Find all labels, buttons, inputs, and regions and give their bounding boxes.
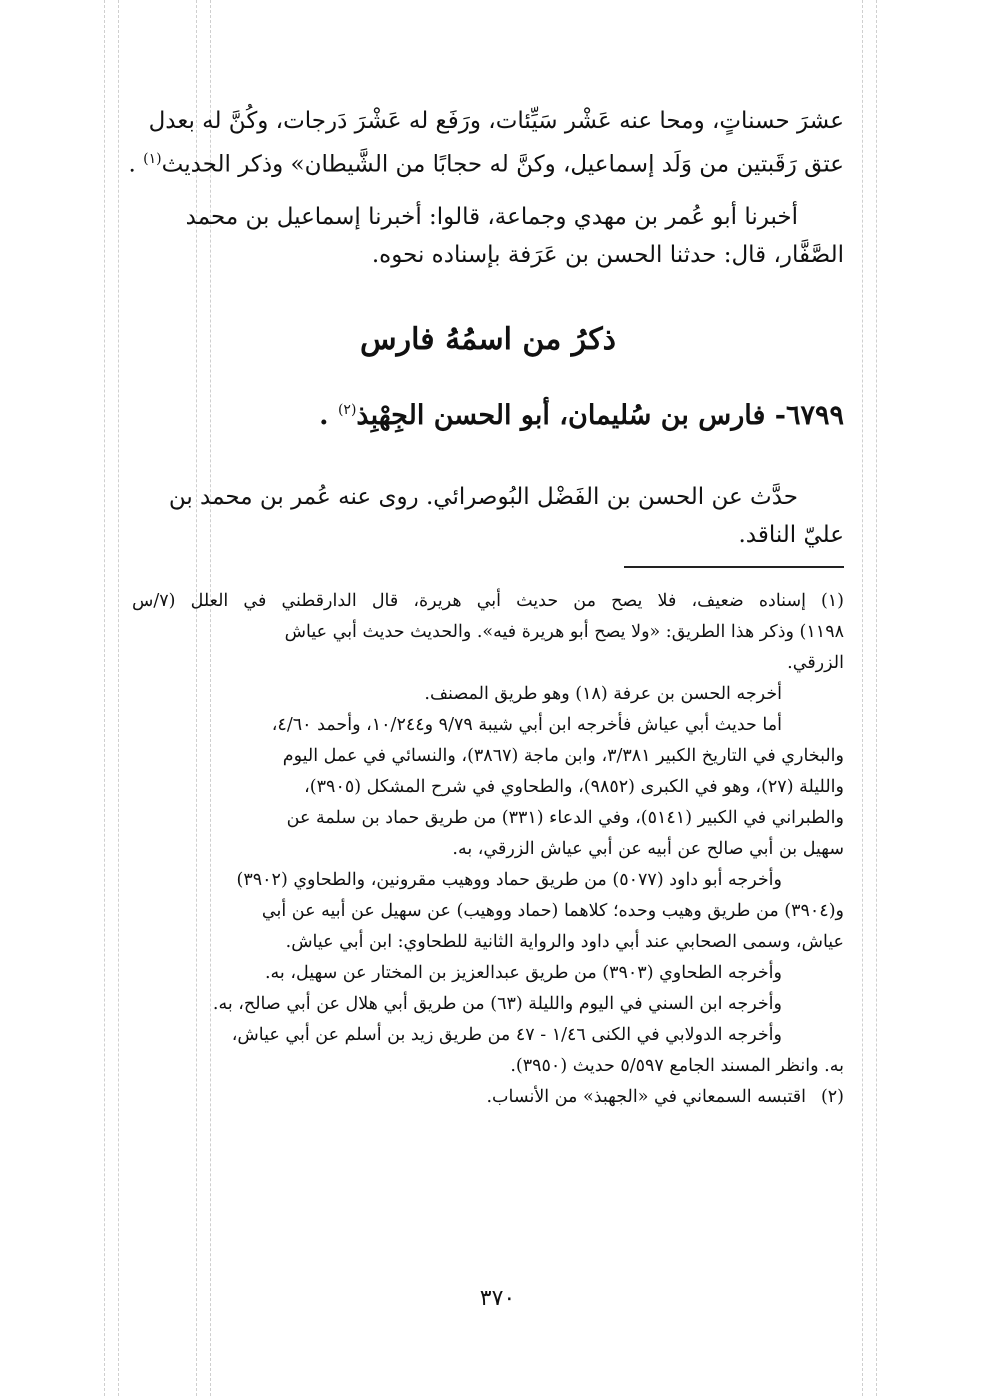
footnote-line-text: عياش، وسمى الصحابي عند أبي داود والرواية الثانية للطحاوي: ابن أبي عياش. — [285, 932, 844, 952]
footnote-line-text: وأخرجه أبو داود (٥٠٧٧) من طريق حماد ووهيب مقرونين، والطحاوي (٣٩٠٢) — [236, 870, 782, 890]
footnote-line-text: والليلة (٢٧)، وهو في الكبرى (٩٨٥٢)، والطحاوي في شرح المشكل (٣٩٠٥)، — [304, 777, 844, 797]
footnote-body-line — [132, 1051, 844, 1082]
footnote-1-first-line — [132, 586, 844, 617]
entry-line-2 — [132, 516, 844, 554]
page-number: ٣٧٠ — [479, 1286, 516, 1311]
footnote-body-line — [132, 772, 844, 803]
footnote-divider — [624, 566, 844, 568]
entry-body — [132, 478, 844, 554]
scan-artifact-line — [118, 0, 119, 1396]
main-text — [128, 102, 844, 274]
footnote-line-text: به. وانظر المسند الجامع ٥/٥٩٧ حديث (٣٩٥٠). — [510, 1056, 844, 1076]
footnote-ref-1: (١) — [143, 151, 162, 167]
footnote-body-line — [132, 679, 844, 710]
main-line-text: الصَّفَّار، قال: حدثنا الحسن بن عَرَفة بإسناده نحوه. — [371, 241, 844, 268]
footnotes — [132, 586, 844, 1113]
footnote-body-line — [132, 710, 844, 741]
footnote-body-line — [132, 741, 844, 772]
scan-artifact-line — [862, 0, 863, 1396]
main-line-2 — [128, 140, 844, 184]
footnote-1-line — [132, 648, 844, 679]
footnote-1-text: إسناده ضعيف، فلا يصح من حديث أبي هريرة، قال الدارقطني في العلل (٧/س — [132, 591, 806, 611]
main-line-4 — [132, 236, 844, 274]
main-line-end: . — [128, 151, 136, 178]
footnote-line-text: سهيل بن أبي صالح عن أبيه عن أبي عياش الزرقي، به. — [452, 839, 844, 859]
footnote-2-text: اقتبسه السمعاني في «الجهبذ» من الأنساب. — [486, 1087, 806, 1107]
entry-title-text: ٦٧٩٩- فارس بن سُليمان، أبو الحسن الجِهْبِذ — [356, 400, 844, 431]
entry-line-1 — [132, 478, 844, 516]
footnote-2-number: (٢) — [820, 1087, 844, 1107]
main-line-text: عتق رَقَبتين من وَلَد إسماعيل، وكنَّ له حجابًا من الشَّيطان» وذكر الحديث — [161, 151, 844, 178]
footnote-1-line — [132, 617, 844, 648]
footnote-line-text: أخرجه الحسن بن عرفة (١٨) وهو طريق المصنف. — [424, 684, 782, 704]
footnote-line-text: وأخرجه ابن السني في اليوم والليلة (٦٣) من طريق أبي هلال عن أبي صالح، به. — [212, 994, 782, 1014]
section-heading: ذكرُ من اسمُهُ فارس — [360, 322, 616, 357]
entry-line-text: حدَّث عن الحسن بن الفَضْل البُوصرائي. روى عنه عُمر بن محمد بن — [168, 484, 798, 510]
footnote-line-text: و(٣٩٠٤) من طريق وهيب وحده؛ كلاهما (حماد ووهيب) عن سهيل عن أبيه عن أبي — [261, 901, 844, 921]
footnote-body-line — [132, 803, 844, 834]
footnote-line-text: وأخرجه الدولابي في الكنى ١/٤٦ - ٤٧ من طريق زيد بن أسلم عن أبي عياش، — [231, 1025, 782, 1045]
footnote-line-text: والطبراني في الكبير (٥١٤١)، وفي الدعاء (٣٣١) من طريق حماد بن سلمة عن — [286, 808, 844, 828]
main-line-text: أخبرنا أبو عُمر بن مهدي وجماعة، قالوا: أخبرنا إسماعيل بن محمد — [185, 203, 798, 230]
footnote-body-line — [132, 989, 844, 1020]
entry-line-text: عليّ الناقد. — [738, 522, 844, 548]
entry-title — [132, 400, 844, 431]
entry-title-end: . — [319, 400, 329, 431]
main-line-1 — [132, 102, 844, 140]
footnote-line-text: وأخرجه الطحاوي (٣٩٠٣) من طريق عبدالعزيز بن المختار عن سهيل، به. — [264, 963, 782, 983]
footnote-2-line — [132, 1082, 844, 1113]
footnote-body-line — [132, 865, 844, 896]
footnote-line-text: أما حديث أبي عياش فأخرجه ابن أبي شيبة ٩/٧٩ و١٠/٢٤٤، وأحمد ٤/٦٠، — [271, 715, 782, 735]
footnote-body-line — [132, 896, 844, 927]
footnote-line-text: الزرقي. — [787, 653, 844, 673]
main-line-text: عشرَ حسناتٍ، ومحا عنه عَشْر سَيِّئات، ورَفَع له عَشْرَ دَرجات، وكُنَّ له بعدل — [148, 108, 844, 134]
footnote-line-text: والبخاري في التاريخ الكبير ٣/٣٨١، وابن ماجة (٣٨٦٧)، والنسائي في عمل اليوم — [282, 746, 844, 766]
footnote-body-line — [132, 927, 844, 958]
footnote-body-line — [132, 834, 844, 865]
scan-artifact-line — [104, 0, 105, 1396]
main-line-3 — [132, 198, 844, 236]
footnote-ref-2: (٢) — [337, 402, 357, 418]
footnote-body-line — [132, 1020, 844, 1051]
footnote-line-text: ١١٩٨) وذكر هذا الطريق: «ولا يصح أبو هريرة فيه». والحديث حديث أبي عياش — [284, 622, 844, 642]
scan-artifact-line — [876, 0, 877, 1396]
footnote-1-number: (١) — [820, 591, 844, 611]
footnote-body-line — [132, 958, 844, 989]
